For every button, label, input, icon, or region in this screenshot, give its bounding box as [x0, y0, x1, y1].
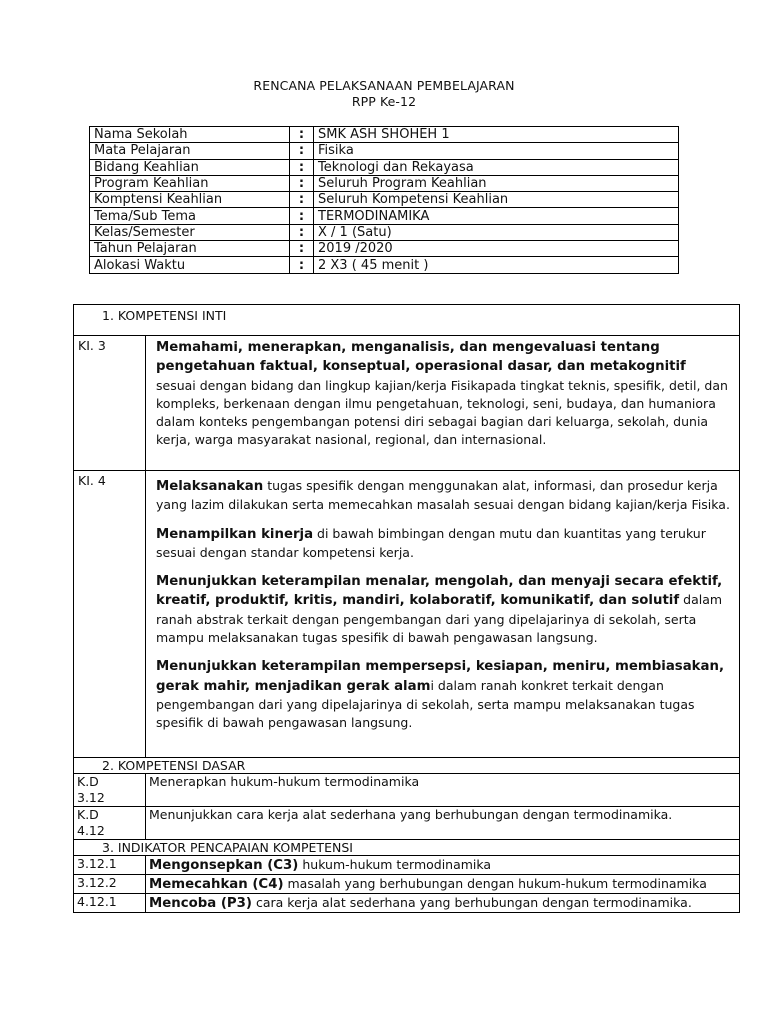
indicator-description: cara kerja alat sederhana yang berhubungan dengan termodinamika.: [252, 895, 692, 910]
identity-separator: :: [290, 143, 314, 159]
identity-label: Komptensi Keahlian: [90, 192, 290, 208]
identity-label: Bidang Keahlian: [90, 159, 290, 175]
identity-separator: :: [290, 127, 314, 143]
identity-row: [90, 208, 679, 224]
ki4-p4-bold: Menunjukkan keterampilan mempersepsi, kesiapan, meniru, membiasakan, gerak mahir, menjadikan gerak alam: [156, 659, 725, 694]
ki4-label: KI. 4: [74, 471, 146, 758]
ki4-text: [146, 471, 740, 758]
ki3-text: [146, 336, 740, 471]
identity-table: [89, 126, 679, 274]
ki4-p3-bold: Menunjukkan keterampilan menalar, mengolah, dan menyaji secara efektif, kreatif, produktif, kritis, mandiri, kolaboratif, komunikatif, dan solutif: [156, 574, 723, 609]
identity-separator: :: [290, 175, 314, 191]
section-heading-kompetensi-inti: 1. KOMPETENSI INTI: [74, 305, 740, 336]
identity-separator: :: [290, 159, 314, 175]
identity-value: Seluruh Program Keahlian: [314, 175, 679, 191]
kd-code: [74, 774, 146, 807]
section-heading-row: [74, 305, 740, 336]
identity-separator: :: [290, 192, 314, 208]
competency-table: [73, 304, 740, 913]
ki4-p1-text: tugas spesifik dengan menggunakan alat, informasi, dan prosedur kerja yang lazim dilakukan serta memecahkan masalah sesuai dengan bidang kajian/kerja Fisika.: [156, 478, 730, 513]
identity-row: [90, 257, 679, 273]
indicator-row: [74, 894, 740, 913]
ki4-p3-text: dalam ranah abstrak terkait dengan pengembangan dari yang dipelajarinya di sekolah, serta mampu melaksanakan tugas spesifik di bawah pengawasan langsung.: [156, 592, 723, 646]
ki3-label: KI. 3: [74, 336, 146, 471]
indicator-text: [146, 894, 740, 913]
section-heading-indikator: 3. INDIKATOR PENCAPAIAN KOMPETENSI: [74, 840, 740, 856]
identity-separator: :: [290, 257, 314, 273]
ki4-p1-bold: Melaksanakan: [156, 479, 264, 494]
indicator-description: masalah yang berhubungan dengan hukum-hukum termodinamika: [283, 876, 707, 891]
indicator-row: [74, 856, 740, 875]
identity-row: [90, 127, 679, 143]
identity-row: [90, 241, 679, 257]
indicator-row: [74, 875, 740, 894]
kd-code-prefix: K.D: [77, 807, 99, 822]
identity-label: Kelas/Semester: [90, 224, 290, 240]
indicator-description: hukum-hukum termodinamika: [298, 857, 492, 872]
identity-label: Tema/Sub Tema: [90, 208, 290, 224]
identity-label: Nama Sekolah: [90, 127, 290, 143]
section-heading-row: [74, 758, 740, 774]
identity-label: Alokasi Waktu: [90, 257, 290, 273]
ki4-p2-text: di bawah bimbingan dengan mutu dan kuantitas yang terukur sesuai dengan standar kompetensi kerja.: [156, 525, 706, 560]
identity-label: Program Keahlian: [90, 175, 290, 191]
document-title: RENCANA PELAKSANAAN PEMBELAJARAN: [253, 78, 515, 93]
indicator-code: 4.12.1: [74, 894, 146, 913]
kd-code-number: 3.12: [77, 790, 105, 805]
identity-separator: :: [290, 208, 314, 224]
identity-value: X / 1 (Satu): [314, 224, 679, 240]
ki4-row: [74, 471, 740, 758]
indicator-verb: Memecahkan (C4): [149, 877, 284, 892]
kd-code-number: 4.12: [77, 823, 105, 838]
ki4-p4-text: i dalam ranah konkret terkait dengan pengembangan dari yang dipelajarinya di sekolah, serta mampu melaksanakan tugas spesifik di bawah pengawasan langsung.: [156, 677, 695, 731]
indicator-code: 3.12.1: [74, 856, 146, 875]
kd-row: [74, 807, 740, 840]
identity-separator: :: [290, 224, 314, 240]
identity-row: [90, 159, 679, 175]
ki3-row: [74, 336, 740, 471]
kd-text: Menerapkan hukum-hukum termodinamika: [146, 774, 740, 807]
section-heading-row: [74, 840, 740, 856]
identity-separator: :: [290, 241, 314, 257]
identity-value: 2 X3 ( 45 menit ): [314, 257, 679, 273]
identity-value: Seluruh Kompetensi Keahlian: [314, 192, 679, 208]
indicator-text: [146, 875, 740, 894]
document-subtitle: RPP Ke-12: [351, 94, 417, 109]
ki3-body-text: sesuai dengan bidang dan lingkup kajian/kerja Fisikapada tingkat teknis, spesifik, detil, dan kompleks, berkenaan dengan ilmu pengetahuan, teknologi, seni, budaya, dan humaniora dalam konteks pengembangan potensi diri sebagai bagian dari keluarga, sekolah, dunia kerja, warga masyarakat nasional, regional, dan internasional.: [156, 377, 728, 448]
identity-value: 2019 /2020: [314, 241, 679, 257]
identity-row: [90, 224, 679, 240]
ki4-p2-bold: Menampilkan kinerja: [156, 526, 314, 542]
section-heading-kompetensi-dasar: 2. KOMPETENSI DASAR: [74, 758, 740, 774]
indicator-verb: Mengonsepkan (C3): [149, 858, 299, 873]
kd-code-prefix: K.D: [77, 774, 99, 789]
identity-value: Fisika: [314, 143, 679, 159]
kd-text: Menunjukkan cara kerja alat sederhana yang berhubungan dengan termodinamika.: [146, 807, 740, 840]
identity-row: [90, 192, 679, 208]
identity-value: TERMODINAMIKA: [314, 208, 679, 224]
kd-code: [74, 807, 146, 840]
identity-label: Tahun Pelajaran: [90, 241, 290, 257]
identity-label: Mata Pelajaran: [90, 143, 290, 159]
identity-value: SMK ASH SHOHEH 1: [314, 127, 679, 143]
indicator-text: [146, 856, 740, 875]
indicator-code: 3.12.2: [74, 875, 146, 894]
identity-row: [90, 143, 679, 159]
identity-row: [90, 175, 679, 191]
kd-row: [74, 774, 740, 807]
identity-value: Teknologi dan Rekayasa: [314, 159, 679, 175]
indicator-verb: Mencoba (P3): [149, 896, 253, 911]
ki3-bold-text: Memahami, menerapkan, menganalisis, dan mengevaluasi tentang pengetahuan faktual, konseptual, operasional dasar, dan metakognitif: [156, 340, 686, 375]
